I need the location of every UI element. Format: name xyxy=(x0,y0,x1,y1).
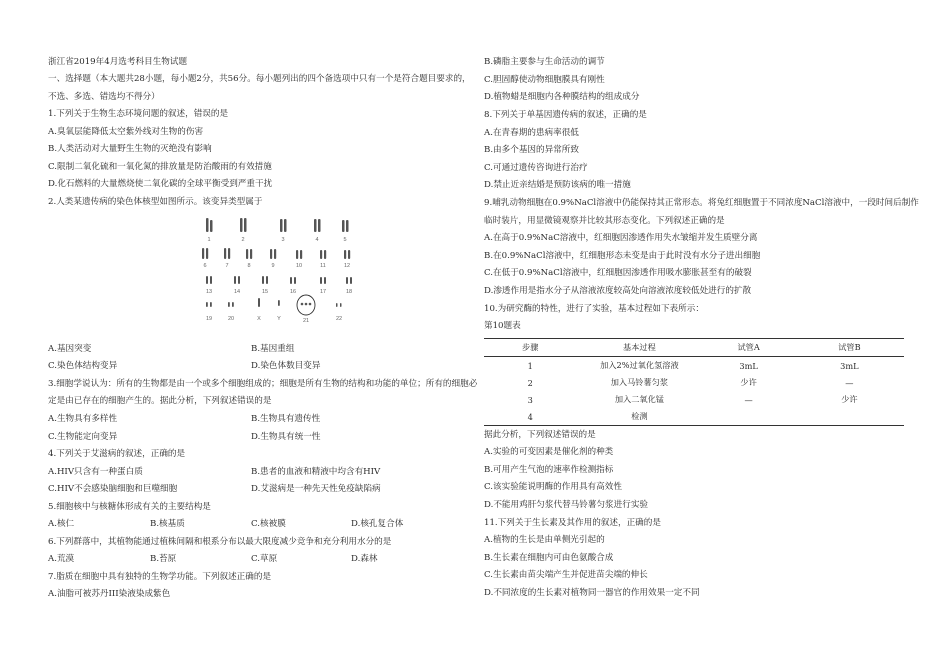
option-10c: C.该实验能说明酶的作用具有高效性 xyxy=(484,482,622,492)
table-row xyxy=(484,374,904,391)
option-11d: D.不同浓度的生长素对植物同一器官的作用效果一定不同 xyxy=(484,588,700,598)
chromosome xyxy=(206,218,209,232)
table-cell: 加入二氧化锰 xyxy=(614,394,664,404)
chromosome xyxy=(228,248,230,259)
option-7d: D.植物蜡是细胞内各种膜结构的组成成分 xyxy=(484,92,640,102)
table-cell xyxy=(702,408,794,426)
section-intro-cont: 不选、多选、错选均不得分） xyxy=(48,92,160,102)
chromosome xyxy=(228,302,230,307)
chromosome xyxy=(224,248,226,259)
option-6b: B.苔原 xyxy=(150,554,177,564)
chromosome xyxy=(348,250,350,259)
option-1b: B.人类活动对大量野生生物的灭绝没有影响 xyxy=(48,144,212,154)
option-4b: B.患者的血液和精液中均含有HIV xyxy=(251,467,381,477)
chromosome-label: 17 xyxy=(319,289,327,295)
chromosome xyxy=(314,219,317,232)
chromosome xyxy=(262,276,264,284)
chromosome xyxy=(274,249,276,259)
chromosome xyxy=(210,276,212,284)
table-header: 步骤 xyxy=(522,342,539,352)
chromosome xyxy=(210,302,212,307)
chromosome xyxy=(206,302,208,307)
option-4d: D.艾滋病是一种先天性免疫缺陷病 xyxy=(251,484,381,494)
option-6a: A.荒漠 xyxy=(48,554,75,564)
chromosome xyxy=(284,219,287,232)
chromosome xyxy=(300,250,302,259)
option-8b: B.由多个基因的异常所致 xyxy=(484,145,579,155)
karyotype-figure xyxy=(196,214,376,326)
chromosome xyxy=(270,249,272,259)
option-11b: B.生长素在细胞内可由色氨酸合成 xyxy=(484,553,614,563)
table-header-row xyxy=(484,339,904,357)
chromosome-label: 14 xyxy=(233,289,241,295)
chromosome xyxy=(318,219,321,232)
chromosome-label: X xyxy=(257,316,261,322)
chromosome xyxy=(309,303,312,306)
option-2c: C.染色体结构变异 xyxy=(48,361,118,371)
table-cell: 3 xyxy=(527,394,533,405)
option-9d: D.渗透作用是指水分子从溶液浓度较高处向溶液浓度较低处进行的扩散 xyxy=(484,286,752,296)
question-7-stem: 7.脂质在细胞中具有独特的生物学功能。下列叙述正确的是 xyxy=(48,572,272,582)
chromosome xyxy=(210,220,213,232)
table-caption: 第10题表 xyxy=(484,321,521,331)
chromosome xyxy=(336,303,338,307)
option-2b: B.基因重组 xyxy=(251,344,295,354)
option-7c: C.胆固醇使动物细胞膜具有刚性 xyxy=(484,75,605,85)
question-5-stem: 5.细胞核中与核糖体形成有关的主要结构是 xyxy=(48,502,211,512)
chromosome-label: 3 xyxy=(281,237,285,243)
table-cell: 少许 xyxy=(841,394,858,404)
chromosome-label: 16 xyxy=(289,289,297,295)
option-1d: D.化石燃料的大量燃烧使二氧化碳的全球平衡受到严重干扰 xyxy=(48,179,273,189)
table-cell xyxy=(795,408,904,426)
chromosome xyxy=(240,218,243,232)
chromosome xyxy=(232,302,234,307)
chromosome-label: 19 xyxy=(205,316,213,322)
chromosome xyxy=(346,220,349,232)
chromosome xyxy=(246,249,248,259)
chromosome xyxy=(280,219,283,232)
chromosome xyxy=(278,300,280,306)
chromosome xyxy=(324,277,326,284)
chromosome xyxy=(206,248,208,259)
option-3b: B.生物具有遗传性 xyxy=(251,414,321,424)
question-9-stem-cont: 临时装片，用显微镜观察并比较其形态变化。下列叙述正确的是 xyxy=(484,216,725,226)
option-10a: A.实验的可变因素是催化剂的种类 xyxy=(484,447,614,457)
option-11a: A.植物的生长是由单侧光引起的 xyxy=(484,535,605,545)
table-cell: 检测 xyxy=(631,411,648,421)
option-4a: A.HIV只含有一种蛋白质 xyxy=(48,467,143,477)
chromosome-label: 9 xyxy=(271,263,275,269)
question-3-stem: 3.细胞学说认为：所有的生物都是由一个或多个细胞组成的；细胞是所有生物的结构和功能的单位；所有的细胞必 xyxy=(48,379,478,389)
option-5d: D.核孔复合体 xyxy=(351,519,404,529)
option-8a: A.在青春期的患病率很低 xyxy=(484,128,579,138)
chromosome xyxy=(202,248,204,259)
chromosome-label: 21 xyxy=(302,318,310,324)
question-4-stem: 4.下列关于艾滋病的叙述，正确的是 xyxy=(48,449,186,459)
option-3d: D.生物具有统一性 xyxy=(251,432,321,442)
chromosome xyxy=(238,276,240,284)
option-1a: A.臭氧层能降低太空紫外线对生物的伤害 xyxy=(48,127,204,137)
option-5b: B.核基质 xyxy=(150,519,185,529)
table-cell: 3mL xyxy=(840,360,859,371)
chromosome-label: 1 xyxy=(207,237,211,243)
option-1c: C.限制二氧化硫和一氧化氮的排放量是防治酸雨的有效措施 xyxy=(48,162,272,172)
chromosome xyxy=(290,277,292,284)
chromosome-label: 12 xyxy=(343,263,351,269)
table-cell: — xyxy=(845,377,854,388)
chromosome-label: 5 xyxy=(343,237,347,243)
chromosome xyxy=(294,277,296,284)
chromosome xyxy=(258,298,260,307)
chromosome-label: 4 xyxy=(315,237,319,243)
chromosome-label: 7 xyxy=(225,263,229,269)
chromosome-label: Y xyxy=(277,316,281,322)
table-header: 基本过程 xyxy=(623,342,656,352)
chromosome-label: 8 xyxy=(247,263,251,269)
table-header: 试管B xyxy=(838,342,861,352)
option-10d: D.不能用鸡肝匀浆代替马铃薯匀浆进行实验 xyxy=(484,500,649,510)
question-10-stem: 10.为研究酶的特性，进行了实验，基本过程如下表所示： xyxy=(484,304,704,314)
chromosome xyxy=(346,277,348,284)
chromosome xyxy=(344,250,346,259)
chromosome-label: 10 xyxy=(295,263,303,269)
chromosome xyxy=(296,250,298,259)
question-10-after: 据此分析，下列叙述错误的是 xyxy=(484,430,596,440)
chromosome xyxy=(206,276,208,284)
option-9b: B.在0.9%NaCl溶液中，红细胞形态未变是由于此时没有水分子进出细胞 xyxy=(484,251,761,261)
option-8c: C.可通过遗传咨询进行治疗 xyxy=(484,163,588,173)
option-6c: C.草原 xyxy=(251,554,278,564)
option-10b: B.可用产生气泡的速率作检测指标 xyxy=(484,465,614,475)
chromosome-label: 18 xyxy=(345,289,353,295)
chromosome xyxy=(244,218,247,232)
option-5a: A.核仁 xyxy=(48,519,75,529)
option-8d: D.禁止近亲结婚是预防该病的唯一措施 xyxy=(484,180,631,190)
option-9a: A.在高于0.9%NaC溶液中，红细胞因渗透作用失水皱缩并发生质壁分离 xyxy=(484,233,758,243)
table-row xyxy=(484,408,904,426)
question-3-stem-cont: 定是由已存在的细胞产生的。据此分析，下列叙述错误的是 xyxy=(48,396,272,406)
table-cell: — xyxy=(744,394,753,405)
question-2-stem: 2.人类某遗传病的染色体核型如图所示。该变异类型属于 xyxy=(48,197,263,207)
chromosome-label: 6 xyxy=(203,263,207,269)
table-row xyxy=(484,391,904,408)
table-cell: 加入2%过氧化氢溶液 xyxy=(600,360,679,370)
question-9-stem: 9.哺乳动物细胞在0.9%NaCl溶液中仍能保持其正常形态。将兔红细胞置于不同浓度NaCl溶液中，一段时间后制作 xyxy=(484,198,919,208)
question-8-stem: 8.下列关于单基因遗传病的叙述，正确的是 xyxy=(484,110,647,120)
chromosome xyxy=(234,276,236,284)
chromosome xyxy=(350,277,352,284)
chromosome-label: 22 xyxy=(335,316,343,322)
option-5c: C.核被膜 xyxy=(251,519,286,529)
option-3c: C.生物能定向变异 xyxy=(48,432,118,442)
table-cell: 2 xyxy=(527,377,533,388)
question-6-stem: 6.下列群落中，其植物能通过植株间隔和根系分布以最大限度减少竞争和充分利用水分的是 xyxy=(48,537,392,547)
question-1-stem: 1.下列关于生物生态环境问题的叙述，错误的是 xyxy=(48,109,229,119)
chromosome-label: 15 xyxy=(261,289,269,295)
option-2a: A.基因突变 xyxy=(48,344,92,354)
chromosome xyxy=(342,220,345,232)
table-cell: 4 xyxy=(527,411,533,422)
chromosome-label: 11 xyxy=(320,263,326,269)
chromosome-label: 20 xyxy=(227,316,235,322)
chromosome xyxy=(266,276,268,284)
experiment-table xyxy=(484,338,904,426)
option-7b: B.磷脂主要参与生命活动的调节 xyxy=(484,57,605,67)
chromosome xyxy=(320,277,322,284)
table-cell: 加入马铃薯匀浆 xyxy=(610,377,669,387)
chromosome xyxy=(340,303,342,307)
chromosome xyxy=(324,250,326,259)
option-6d: D.森林 xyxy=(351,554,378,564)
chromosome-label: 2 xyxy=(241,237,245,243)
option-2d: D.染色体数目变异 xyxy=(251,361,321,371)
table-header: 试管A xyxy=(737,342,760,352)
option-4c: C.HIV不会感染脑细胞和巨噬细胞 xyxy=(48,484,178,494)
chromosome xyxy=(305,303,308,306)
chromosome xyxy=(301,303,304,306)
table-row xyxy=(484,357,904,375)
chromosome xyxy=(320,250,322,259)
option-3a: A.生物具有多样性 xyxy=(48,414,118,424)
table-cell: 少许 xyxy=(740,377,757,387)
chromosome xyxy=(250,249,252,259)
option-7a: A.油脂可被苏丹III染液染成紫色 xyxy=(48,589,171,599)
option-11c: C.生长素由苗尖端产生并促进苗尖端的伸长 xyxy=(484,570,648,580)
table-cell: 1 xyxy=(527,360,533,371)
question-11-stem: 11.下列关于生长素及其作用的叙述，正确的是 xyxy=(484,518,661,528)
section-intro: 一、选择题（本大题共28小题，每小题2分，共56分。每小题列出的四个备选项中只有一个是符合题目要求的， xyxy=(48,74,471,84)
exam-title: 浙江省2019年4月选考科目生物试题 xyxy=(48,57,188,67)
table-cell: 3mL xyxy=(739,360,758,371)
chromosome-label: 13 xyxy=(205,289,213,295)
option-9c: C.在低于0.9%NaCl溶液中，红细胞因渗透作用吸水膨胀甚至有的破裂 xyxy=(484,268,752,278)
